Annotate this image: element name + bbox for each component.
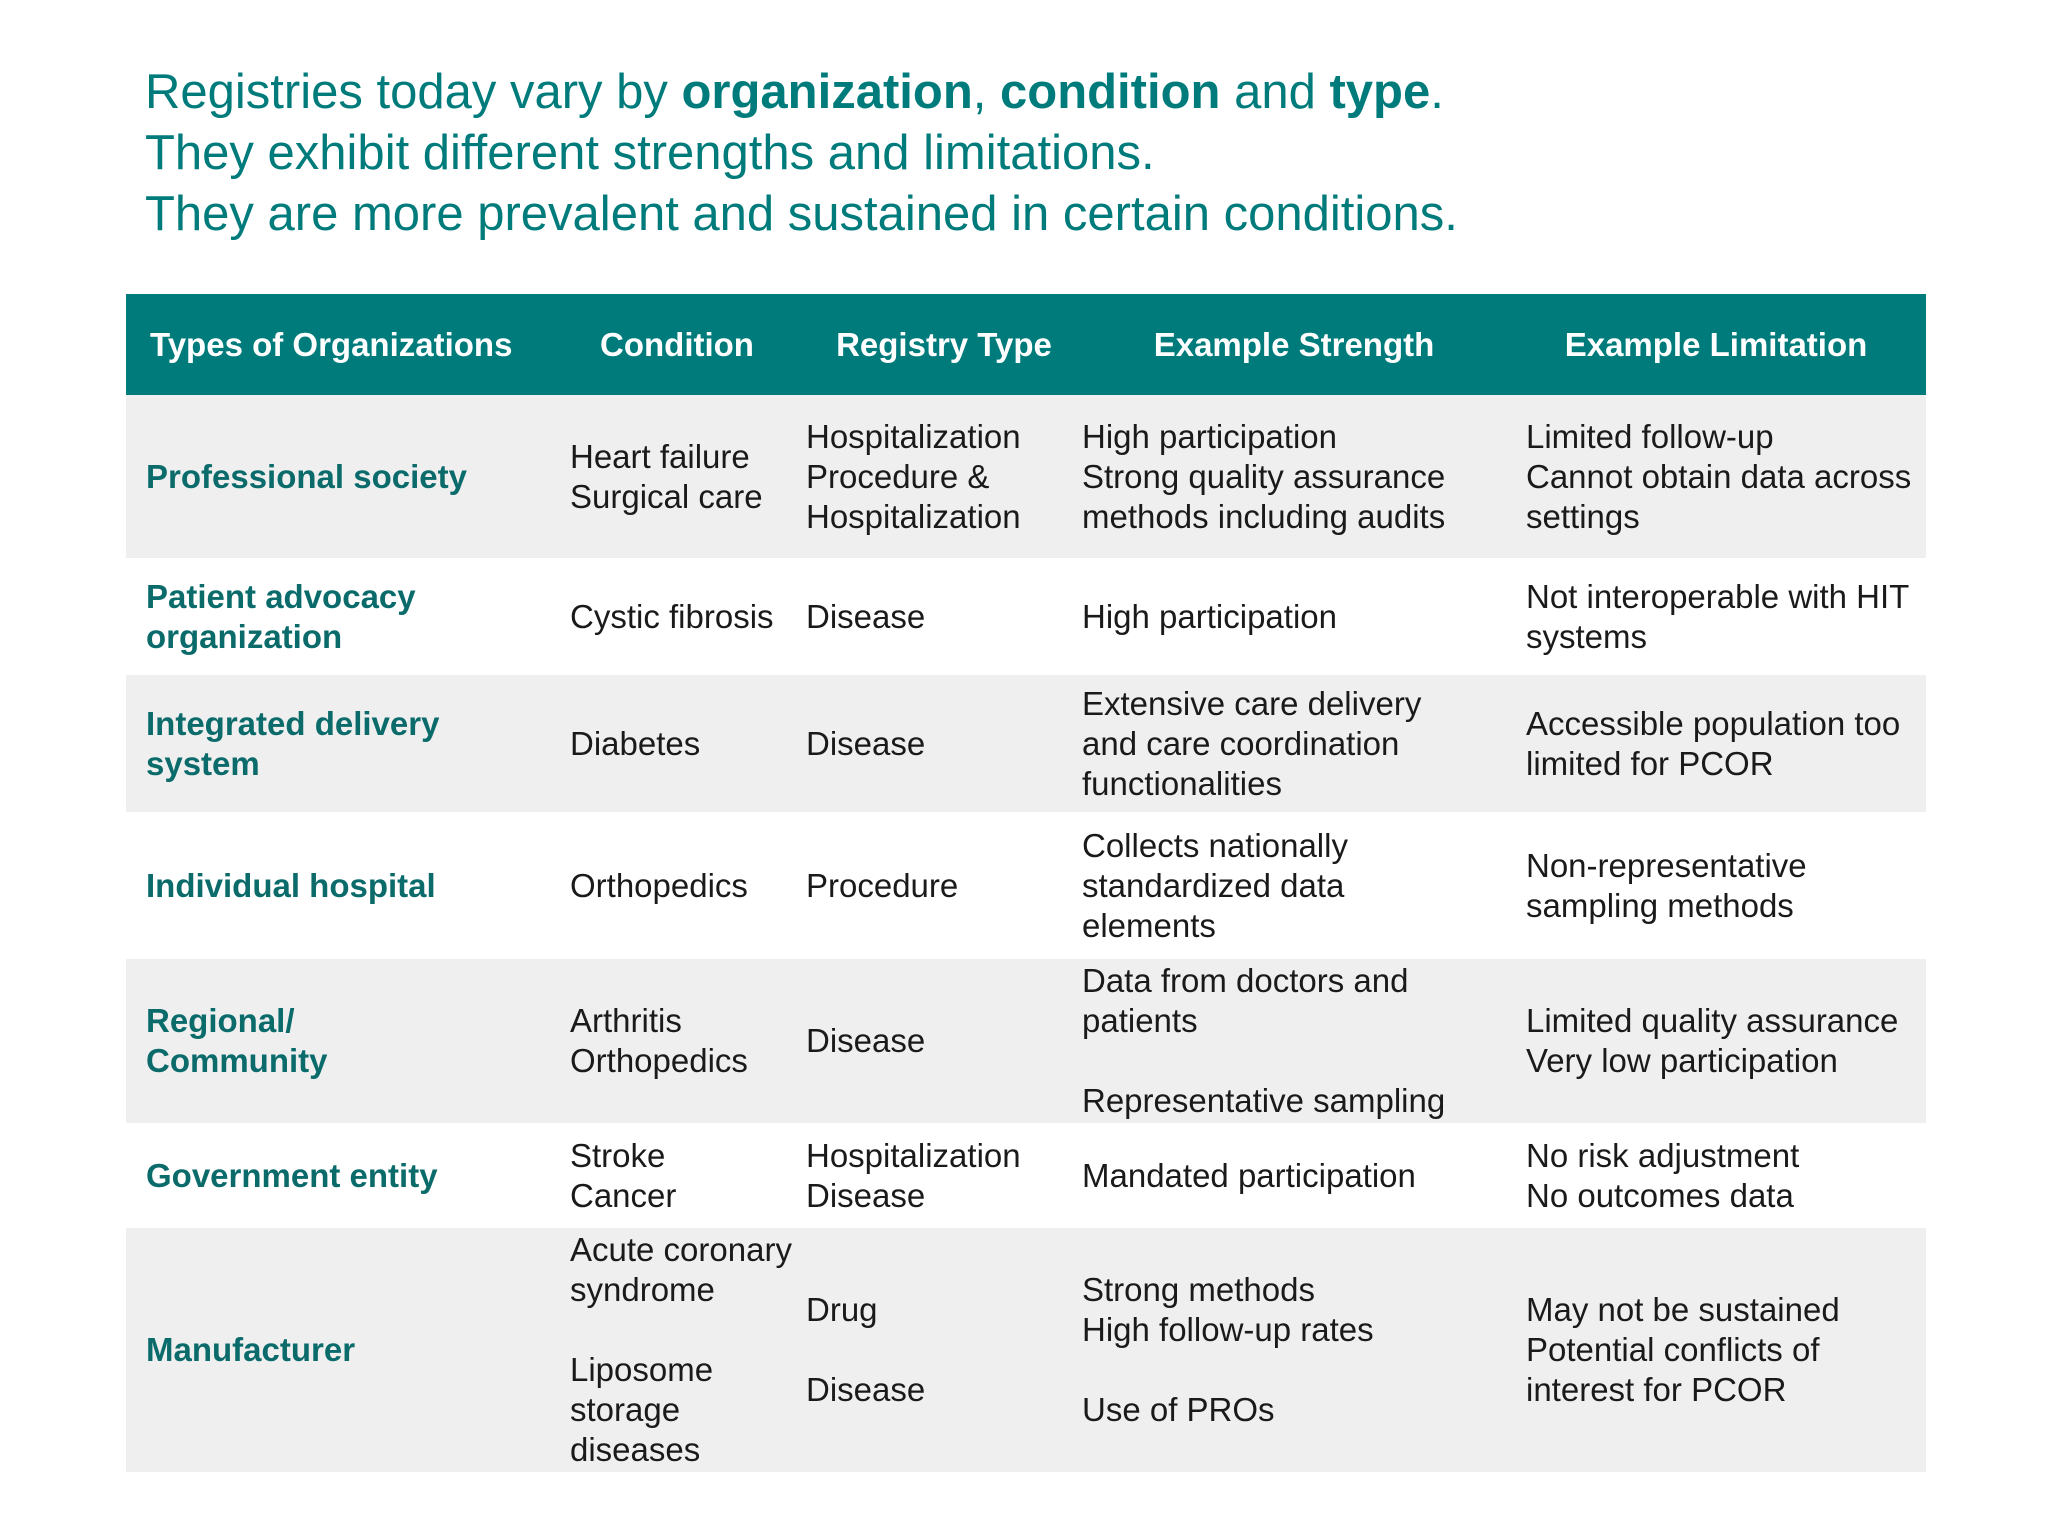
- strength-cell: Strong methods High follow-up rates Use of PROs: [1082, 1271, 1374, 1428]
- headline-text: .: [1430, 65, 1444, 119]
- condition-cell: Acute coronary syndrome Liposome storage diseases: [570, 1231, 792, 1468]
- limitation-cell: Not interoperable with HIT systems: [1526, 577, 1910, 655]
- column-header-condition: Condition: [600, 325, 754, 363]
- organization-cell: Integrated delivery system: [146, 704, 440, 782]
- organization-cell: Government entity: [146, 1156, 438, 1194]
- registry-type-cell: Disease: [806, 724, 926, 762]
- table-row: [126, 812, 1926, 959]
- column-header-example-limitation: Example Limitation: [1564, 325, 1868, 363]
- registry-type-cell: Disease: [806, 1022, 926, 1059]
- headline-line-1: [145, 62, 1458, 123]
- registry-type-cell: Disease: [806, 597, 926, 635]
- limitation-cell: No risk adjustment No outcomes data: [1526, 1136, 1800, 1214]
- registry-type-cell: Procedure: [806, 866, 959, 904]
- slide-headline: [145, 62, 1458, 245]
- strength-cell: Data from doctors and patients Representative sampling: [1082, 962, 1446, 1119]
- organization-cell: Manufacturer: [146, 1331, 356, 1368]
- strength-cell: Collects nationally standardized data elements: [1082, 826, 1348, 944]
- limitation-cell: Limited follow-up Cannot obtain data across settings: [1526, 417, 1912, 535]
- table-row: [126, 1123, 1926, 1228]
- registry-type-cell: Hospitalization Disease: [806, 1136, 1021, 1214]
- organization-cell: Professional society: [146, 457, 467, 495]
- table-row: [126, 959, 1926, 1123]
- limitation-cell: May not be sustained Potential conflicts of interest for PCOR: [1526, 1291, 1840, 1408]
- column-header-organizations: Types of Organizations: [150, 325, 513, 363]
- condition-cell: Stroke Cancer: [570, 1136, 677, 1214]
- limitation-cell: Accessible population too limited for PCOR: [1526, 704, 1901, 782]
- organization-cell: Individual hospital: [146, 866, 436, 904]
- table-header-row: [126, 294, 1926, 395]
- strength-cell: High participation: [1082, 597, 1337, 635]
- strength-cell: Extensive care delivery and care coordination functionalities: [1082, 684, 1422, 802]
- condition-cell: Arthritis Orthopedics: [570, 1002, 748, 1079]
- column-header-registry-type: Registry Type: [836, 325, 1052, 363]
- organization-cell: Patient advocacy organization: [146, 577, 416, 655]
- table-row: [126, 558, 1926, 675]
- headline-keyword-organization: organization: [681, 65, 973, 119]
- strength-cell: High participation Strong quality assurance methods including audits: [1082, 417, 1446, 535]
- headline-text: and: [1220, 65, 1330, 119]
- condition-cell: Heart failure Surgical care: [570, 437, 763, 515]
- condition-cell: Diabetes: [570, 724, 701, 762]
- limitation-cell: Non-representative sampling methods: [1526, 846, 1807, 924]
- condition-cell: Orthopedics: [570, 866, 748, 904]
- table-row: [126, 675, 1926, 812]
- headline-line-3: They are more prevalent and sustained in certain conditions.: [145, 187, 1458, 241]
- organization-cell: Regional/ Community: [146, 1002, 328, 1079]
- registry-type-cell: Drug Disease: [806, 1291, 926, 1408]
- headline-line-2: They exhibit different strengths and limitations.: [145, 126, 1155, 180]
- condition-cell: Cystic fibrosis: [570, 597, 774, 635]
- table-row: [126, 395, 1926, 558]
- headline-text: Registries today vary by: [145, 65, 682, 119]
- strength-cell: Mandated participation: [1082, 1156, 1416, 1194]
- limitation-cell: Limited quality assurance Very low participation: [1526, 1002, 1899, 1079]
- column-header-example-strength: Example Strength: [1153, 325, 1435, 363]
- registry-table: [126, 294, 1926, 1472]
- headline-text: ,: [972, 65, 1001, 119]
- table-row: [126, 1228, 1926, 1472]
- registry-type-cell: Hospitalization Procedure & Hospitalization: [806, 417, 1021, 535]
- headline-keyword-type: type: [1329, 65, 1431, 119]
- headline-keyword-condition: condition: [1000, 65, 1221, 119]
